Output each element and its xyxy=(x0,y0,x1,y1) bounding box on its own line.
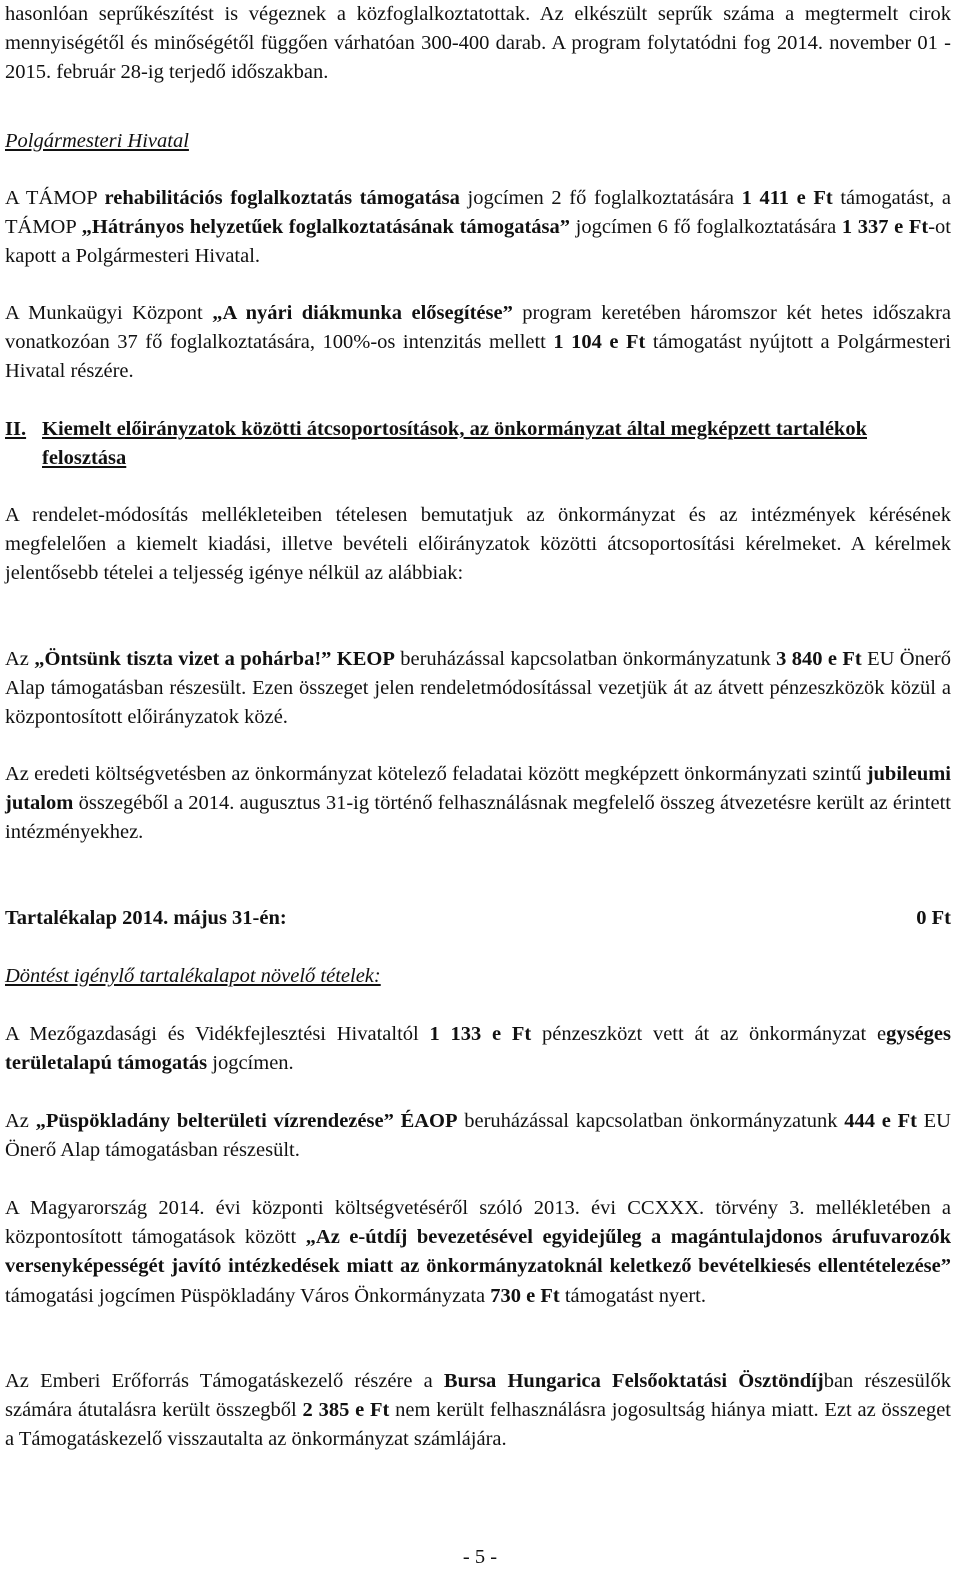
amount: 444 e Ft xyxy=(844,1110,917,1132)
section-number: II. xyxy=(5,418,27,440)
page-number: - 5 - xyxy=(462,1546,498,1568)
text-span: jogcímen 6 fő foglalkoztatására xyxy=(570,216,842,239)
polgarmesteri-paragraph-2 xyxy=(5,299,951,387)
text-span: összegéből a 2014. augusztus 31-ig történő felhasználásnak megfelelő összeg átvezetésre került az érintett intézményekhez. xyxy=(5,792,951,844)
bold-span: „Püspökladány belterületi vízrendezése” ÉAOP xyxy=(35,1110,458,1132)
amount: 1 411 e Ft xyxy=(741,187,833,209)
polgarmesteri-paragraph-1 xyxy=(5,184,951,272)
bold-span: jubileumi jutalom xyxy=(5,763,951,815)
section-ii-paragraph-3 xyxy=(5,760,951,848)
tartalekalap-row xyxy=(5,904,951,933)
bold-span: gységes területalapú támogatás xyxy=(5,1023,951,1075)
text-span: beruházással kapcsolatban önkormányzatunk xyxy=(457,1110,845,1132)
text-span: pénzeszközt vett át az önkormányzat e xyxy=(531,1023,887,1045)
amount: 1 133 e Ft xyxy=(429,1023,532,1045)
text-span: nem került felhasználásra jogosultság hiánya miatt. Ezt az összeget a Támogatáskezelő visszautalta az önkormányzat számlájára. xyxy=(5,1399,951,1451)
section-ii-paragraph-2 xyxy=(5,645,951,733)
text-span: jogcímen 2 fő foglalkoztatására xyxy=(459,187,742,209)
text-span: A Munkaügyi Központ xyxy=(5,302,213,324)
text-span: támogatást nyújtott a Polgármesteri Hivatal részére. xyxy=(5,331,951,383)
item-paragraph-1 xyxy=(5,1020,951,1078)
text-span: Az xyxy=(5,648,35,670)
intro-paragraph: hasonlóan seprűkészítést is végeznek a közfoglalkoztatottak. Az elkészült seprűk száma a megtermelt cirok mennyiségétől és minőségétől függően várhatóan 300-400 darab. A program folytatódni fog 2014. november 01 - 2015. február 28-ig terjedő időszakban. xyxy=(5,3,951,84)
item-paragraph-3 xyxy=(5,1194,951,1311)
tartalekalap-value: 0 Ft xyxy=(916,907,951,929)
tartalekalap-subheading: Döntést igénylő tartalékalapot növelő tételek: xyxy=(5,965,381,987)
tartalekalap-label: Tartalékalap 2014. május 31-én: xyxy=(5,907,287,929)
text-span: A TÁMOP xyxy=(5,187,105,209)
text-span: Az xyxy=(5,1110,36,1132)
amount: 1 337 e Ft xyxy=(841,216,929,239)
bold-span: „Öntsünk tiszta vizet a pohárba!” KEOP xyxy=(34,648,395,670)
item-paragraph-4 xyxy=(5,1367,951,1455)
bold-span: „Hátrányos helyzetűek foglalkoztatásának támogatása” xyxy=(81,216,571,239)
section-ii-paragraph-1: A rendelet-módosítás mellékleteiben tételesen bemutatjuk az önkormányzat és az intézmények kérésének megfelelően a kiemelt kiadási, illetve bevételi előirányzatok közötti átcsoportosítási kérelmeket. A kérelmek jelentősebb tételei a teljesség igénye nélkül az alábbiak: xyxy=(5,504,951,585)
text-span: támogatást nyert. xyxy=(559,1284,707,1307)
text-span: Az eredeti költségvetésben az önkormányzat kötelező feladatai között megképzett önkormányzati szintű xyxy=(5,763,867,785)
amount: 730 e Ft xyxy=(490,1284,560,1307)
text-span: beruházással kapcsolatban önkormányzatunk xyxy=(394,648,777,670)
text-span: Az Emberi Erőforrás Támogatáskezelő részére a xyxy=(5,1370,444,1392)
amount: 3 840 e Ft xyxy=(776,648,862,670)
text-span: program keretében háromszor két hetes időszakra vonatkozóan 37 fő foglalkoztatására, 100%-os intenzitás mellett xyxy=(5,302,951,354)
text-span: EU Önerő Alap támogatásban részesült. Ezen összeget jelen rendeletmódosítással vezetjük át az átvett pénzeszközök közül a központosított előirányzatok közé. xyxy=(5,648,952,729)
bold-span: „Az e-útdíj bevezetésével egyidejűleg a magántulajdonos árufuvarozók versenyképességét javító intézkedések miatt az önkormányzatoknál keletkező bevételkiesés ellentételezése” xyxy=(5,1226,951,1278)
text-span: A Magyarország 2014. évi központi költségvetéséről szóló 2013. évi CCXXX. törvény 3. mellékletében a központosított támogatások között xyxy=(5,1197,951,1249)
bold-span: rehabilitációs foglalkoztatás támogatása xyxy=(104,187,460,209)
text-span: ban részesülők számára átutalásra került összegből xyxy=(5,1370,951,1422)
amount: 1 104 e Ft xyxy=(553,331,646,354)
text-span: támogatást, a TÁMOP xyxy=(5,187,951,239)
bold-span: Bursa Hungarica Felsőoktatási Ösztöndíj xyxy=(443,1370,824,1392)
section-heading-ii xyxy=(5,415,951,473)
text-span: jogcímen. xyxy=(207,1052,294,1075)
text-span: támogatási jogcímen Püspökladány Város Önkormányzata xyxy=(5,1284,491,1307)
bold-span: „A nyári diákmunka elősegítése” xyxy=(212,302,513,324)
text-span: EU Önerő Alap támogatásban részesült. xyxy=(5,1110,951,1162)
amount: 2 385 e Ft xyxy=(302,1399,390,1422)
section-title: Kiemelt előirányzatok közötti átcsoportosítások, az önkormányzat által megképzett tartalékok felosztása xyxy=(42,418,867,470)
item-paragraph-2 xyxy=(5,1107,951,1165)
section-heading-polgarmesteri: Polgármesteri Hivatal xyxy=(5,130,189,152)
text-span: -ot kapott a Polgármesteri Hivatal. xyxy=(5,216,952,268)
text-span: A Mezőgazdasági és Vidékfejlesztési Hivataltól xyxy=(5,1023,430,1045)
